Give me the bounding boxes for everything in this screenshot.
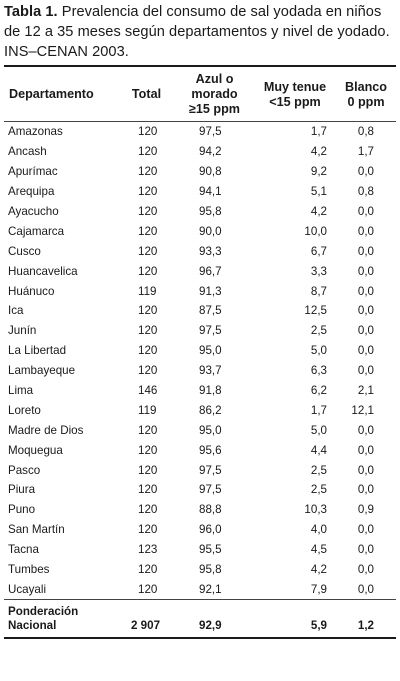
cell-blanco: 0,0: [357, 463, 374, 477]
cell-tenue: 1,7: [310, 403, 327, 417]
cell-blanco: 0,0: [357, 364, 374, 378]
cell-blanco: 0,0: [357, 224, 374, 238]
table-row: [4, 162, 396, 182]
cell-azul: 95,8: [199, 563, 222, 577]
cell-blanco: 1,7: [357, 145, 374, 159]
national-total: 2 907: [131, 619, 161, 633]
table-row: [4, 560, 396, 580]
header-azul-line: morado: [191, 87, 238, 101]
cell-blanco: 0,0: [357, 523, 374, 537]
table-row: [4, 142, 396, 162]
cell-azul: 95,6: [199, 443, 222, 457]
table-row: [4, 261, 396, 281]
cell-departamento: Madre de Dios: [8, 423, 84, 437]
table-row: [4, 202, 396, 222]
cell-total: 120: [138, 463, 158, 477]
cell-azul: 95,0: [199, 423, 222, 437]
cell-departamento: Piura: [8, 483, 36, 497]
cell-departamento: Loreto: [8, 403, 41, 417]
cell-azul: 95,0: [199, 344, 222, 358]
cell-blanco: 2,1: [357, 384, 374, 398]
table-row: [4, 241, 396, 261]
cell-departamento: Tacna: [8, 543, 39, 557]
cell-tenue: 6,3: [310, 364, 327, 378]
cell-tenue: 6,2: [310, 384, 327, 398]
national-tenue: 5,9: [310, 619, 327, 633]
cell-total: 120: [138, 304, 158, 318]
cell-azul: 90,8: [199, 165, 222, 179]
header-azul-line: ≥15 ppm: [188, 102, 240, 116]
cell-departamento: Junín: [8, 324, 37, 338]
cell-total: 120: [138, 582, 158, 596]
cell-blanco: 0,0: [357, 304, 374, 318]
national-label-line: Nacional: [8, 619, 57, 633]
cell-azul: 97,5: [199, 125, 222, 139]
cell-departamento: Lambayeque: [8, 364, 76, 378]
table-row: [4, 520, 396, 540]
table-row: [4, 500, 396, 520]
cell-azul: 95,8: [199, 205, 222, 218]
cell-azul: 95,5: [199, 543, 222, 557]
cell-blanco: 0,9: [357, 503, 374, 517]
cell-total: 123: [138, 543, 158, 557]
cell-tenue: 4,2: [310, 205, 327, 218]
header-blanco-line: Blanco: [345, 79, 387, 94]
cell-azul: 93,3: [199, 244, 222, 258]
cell-departamento: Cusco: [8, 244, 41, 258]
cell-tenue: 10,0: [304, 224, 327, 238]
cell-departamento: Puno: [8, 503, 36, 517]
cell-blanco: 0,0: [357, 284, 374, 298]
cell-departamento: Ica: [8, 304, 24, 318]
header-tenue-line: <15 ppm: [269, 94, 321, 109]
header-blanco-line: 0 ppm: [347, 94, 385, 109]
cell-departamento: Lima: [8, 384, 34, 398]
header-total: Total: [131, 87, 162, 101]
cell-blanco: 0,0: [357, 582, 374, 596]
cell-total: 120: [138, 523, 158, 537]
cell-azul: 90,0: [199, 224, 222, 238]
cell-departamento: Ayacucho: [8, 205, 59, 218]
cell-tenue: 7,9: [310, 582, 327, 596]
cell-tenue: 4,5: [310, 543, 327, 557]
cell-blanco: 0,0: [357, 165, 374, 179]
cell-departamento: Ucayali: [8, 582, 47, 596]
cell-total: 120: [138, 423, 158, 437]
cell-tenue: 4,2: [310, 563, 327, 577]
cell-total: 120: [138, 364, 158, 378]
table-row: [4, 579, 396, 599]
cell-azul: 86,2: [199, 403, 222, 417]
header-tenue-line: Muy tenue: [263, 79, 327, 94]
cell-azul: 94,1: [199, 185, 222, 199]
cell-departamento: San Martín: [8, 523, 65, 537]
cell-blanco: 0,0: [357, 264, 374, 278]
cell-total: 120: [138, 205, 158, 218]
caption-text: Prevalencia del consumo de sal yodada en niños de 12 a 35 meses según departamentos y nivel de yodado. INS–CENAN 2003.: [4, 4, 390, 60]
national-blanco: 1,2: [357, 619, 374, 633]
cell-total: 120: [138, 145, 158, 159]
cell-azul: 94,2: [199, 145, 222, 159]
bottom-rule: [4, 637, 396, 639]
cell-total: 120: [138, 264, 158, 278]
cell-azul: 97,5: [199, 483, 222, 497]
cell-departamento: Arequipa: [8, 185, 55, 199]
table-row: [4, 182, 396, 202]
cell-blanco: 0,0: [357, 324, 374, 338]
header-azul: [175, 67, 254, 121]
cell-total: 120: [138, 244, 158, 258]
cell-azul: 88,8: [199, 503, 222, 517]
table-row: [4, 281, 396, 301]
data-table: [4, 67, 396, 637]
cell-departamento: Cajamarca: [8, 224, 65, 238]
national-row: [4, 600, 396, 637]
cell-total: 119: [138, 284, 157, 298]
cell-tenue: 10,3: [304, 503, 327, 517]
cell-total: 120: [138, 125, 158, 139]
table-row: [4, 301, 396, 321]
cell-tenue: 2,5: [310, 463, 327, 477]
cell-total: 146: [138, 384, 158, 398]
cell-blanco: 0,0: [357, 443, 374, 457]
cell-tenue: 4,2: [310, 145, 327, 159]
table-row: [4, 480, 396, 500]
table-row: [4, 361, 396, 381]
cell-blanco: 0,0: [357, 563, 374, 577]
header-blanco: [336, 67, 396, 121]
cell-total: 119: [138, 403, 157, 417]
cell-blanco: 0,0: [357, 344, 374, 358]
cell-tenue: 3,3: [310, 264, 327, 278]
cell-tenue: 4,4: [310, 443, 327, 457]
cell-tenue: 5,1: [310, 185, 327, 199]
national-label: [4, 600, 118, 637]
cell-azul: 92,1: [199, 582, 222, 596]
table-header: [4, 67, 396, 122]
cell-blanco: 0,0: [357, 244, 374, 258]
cell-blanco: 0,0: [357, 205, 374, 218]
cell-total: 120: [138, 483, 158, 497]
table-row: [4, 440, 396, 460]
cell-total: 120: [138, 563, 158, 577]
cell-departamento: Huancavelica: [8, 264, 78, 278]
cell-total: 120: [138, 344, 158, 358]
cell-blanco: 0,0: [357, 543, 374, 557]
cell-departamento: Moquegua: [8, 443, 63, 457]
cell-departamento: Tumbes: [8, 563, 50, 577]
cell-departamento: Huánuco: [8, 284, 55, 298]
cell-total: 120: [138, 224, 158, 238]
table-row: [4, 341, 396, 361]
header-tenue: [254, 67, 336, 121]
cell-blanco: 12,1: [351, 403, 374, 417]
cell-azul: 96,7: [199, 264, 222, 278]
table-row: [4, 420, 396, 440]
header-departamento: Departamento: [9, 87, 94, 101]
cell-tenue: 12,5: [304, 304, 327, 318]
cell-blanco: 0,0: [357, 423, 374, 437]
table-row: [4, 122, 396, 142]
table-row: [4, 460, 396, 480]
header-azul-line: Azul o: [195, 72, 234, 86]
table-row: [4, 540, 396, 560]
cell-tenue: 9,2: [310, 165, 327, 179]
cell-blanco: 0,0: [357, 483, 374, 497]
cell-tenue: 1,7: [310, 125, 327, 139]
cell-tenue: 4,0: [310, 523, 327, 537]
cell-azul: 96,0: [199, 523, 222, 537]
cell-departamento: La Libertad: [8, 344, 67, 358]
cell-blanco: 0,8: [357, 185, 374, 199]
cell-departamento: Pasco: [8, 463, 41, 477]
table-caption: [4, 2, 396, 62]
cell-tenue: 5,0: [310, 423, 327, 437]
table-row: [4, 381, 396, 401]
cell-departamento: Ancash: [8, 145, 47, 159]
caption-label: Tabla 1.: [4, 4, 58, 20]
cell-tenue: 2,5: [310, 483, 327, 497]
cell-azul: 97,5: [199, 324, 222, 338]
cell-total: 120: [138, 503, 158, 517]
table-row: [4, 221, 396, 241]
cell-total: 120: [138, 443, 158, 457]
cell-tenue: 8,7: [310, 284, 327, 298]
table-row: [4, 321, 396, 341]
cell-azul: 87,5: [199, 304, 222, 318]
table-body: [4, 122, 396, 599]
cell-tenue: 5,0: [310, 344, 327, 358]
national-azul: 92,9: [199, 619, 222, 633]
cell-azul: 93,7: [199, 364, 222, 378]
cell-azul: 91,8: [199, 384, 222, 398]
cell-tenue: 2,5: [310, 324, 327, 338]
cell-azul: 91,3: [199, 284, 222, 298]
cell-total: 120: [138, 165, 158, 179]
cell-azul: 97,5: [199, 463, 222, 477]
cell-departamento: Apurímac: [8, 165, 58, 179]
table-footer: [4, 599, 396, 637]
cell-blanco: 0,8: [357, 125, 374, 139]
cell-total: 120: [138, 185, 158, 199]
national-label-line: Ponderación: [8, 605, 79, 619]
cell-departamento: Amazonas: [8, 125, 63, 139]
cell-tenue: 6,7: [310, 244, 327, 258]
table-row: [4, 400, 396, 420]
cell-total: 120: [138, 324, 158, 338]
